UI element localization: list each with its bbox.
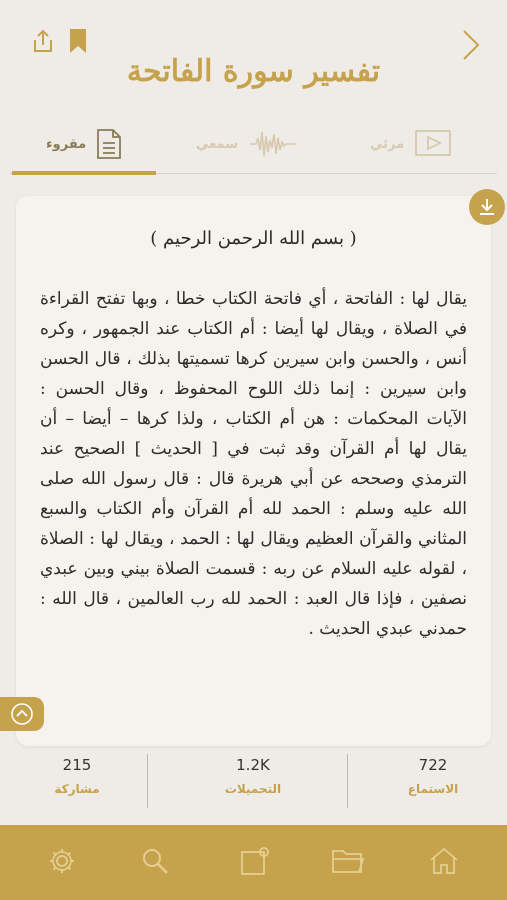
search-icon[interactable]: [135, 843, 175, 879]
stats-divider: [147, 754, 148, 808]
stats-divider: [347, 754, 348, 808]
basmala-heading: ( بسم الله الرحمن الرحيم ): [150, 228, 357, 249]
tab-bar: [10, 118, 497, 174]
share-count: 215: [62, 756, 92, 774]
tafsir-text: يقال لها : الفاتحة ، أي فاتحة الكتاب خطا ، وبها تفتح القراءة في الصلاة ، ويقال لها أيضا : أم الكتاب عند الجمهور ، وكره أنس ، والحسن وابن سيرين كرها تسميتها بذلك ، قال الحسن وابن سيرين : إنما ذلك اللوح المحفوظ ، وقال الحسن : الآيات المحكمات : هن أم الكتاب ، ولذا كرها – أيضا – أن يقال لها أم القرآن وقد ثبت في [ الحديث ] الصحيح عند الترمذي وصححه عن أبي هريرة قال : قال رسول الله صلى الله عليه وسلم : الحمد لله أم القرآن وأم الكتاب والسبع المثاني والقرآن العظيم ويقال لها : الحمد ، ويقال لها : الصلاة ، لقوله عليه السلام عن ربه : قسمت الصلاة بيني وبين عبدي نصفين ، فإذا قال العبد : الحمد لله رب العالمين ، قال الله : حمدني عبدي الحديث .: [40, 289, 467, 639]
stat-downloads[interactable]: [178, 756, 328, 796]
listens-count: 722: [418, 756, 448, 774]
folder-icon[interactable]: [328, 843, 368, 879]
tab-audio[interactable]: [196, 118, 298, 170]
chevron-up-circle-icon: [10, 702, 34, 726]
content-card: [16, 196, 491, 746]
settings-icon[interactable]: [42, 843, 82, 879]
tab-video-label: مرئي: [370, 136, 405, 152]
download-icon: [477, 197, 497, 217]
selected-tab-indicator: [12, 171, 156, 175]
home-icon[interactable]: [424, 843, 464, 879]
stat-listens[interactable]: [358, 756, 507, 796]
listens-label: الاستماع: [407, 782, 459, 796]
document-icon: [96, 128, 122, 160]
download-button[interactable]: [469, 189, 505, 225]
downloads-count: 1.2K: [236, 756, 270, 774]
stats-row: [0, 750, 507, 812]
share-icon[interactable]: [28, 26, 58, 56]
bottom-nav: [0, 825, 507, 900]
tab-audio-label: سمعي: [196, 136, 238, 152]
tab-read-label: مقروء: [46, 136, 87, 152]
share-label: مشاركة: [54, 782, 100, 796]
tab-read[interactable]: [46, 118, 122, 170]
downloads-label: التحميلات: [224, 782, 282, 796]
waveform-icon: [248, 128, 298, 160]
scroll-up-button[interactable]: [0, 697, 44, 731]
page-title: تفسير سورة الفاتحة: [126, 54, 381, 89]
video-icon: [414, 129, 452, 159]
notes-icon[interactable]: [236, 843, 276, 879]
tab-video[interactable]: [370, 118, 452, 170]
bookmark-icon[interactable]: [66, 26, 90, 56]
top-bar: [0, 0, 507, 110]
stat-share[interactable]: [2, 756, 152, 796]
